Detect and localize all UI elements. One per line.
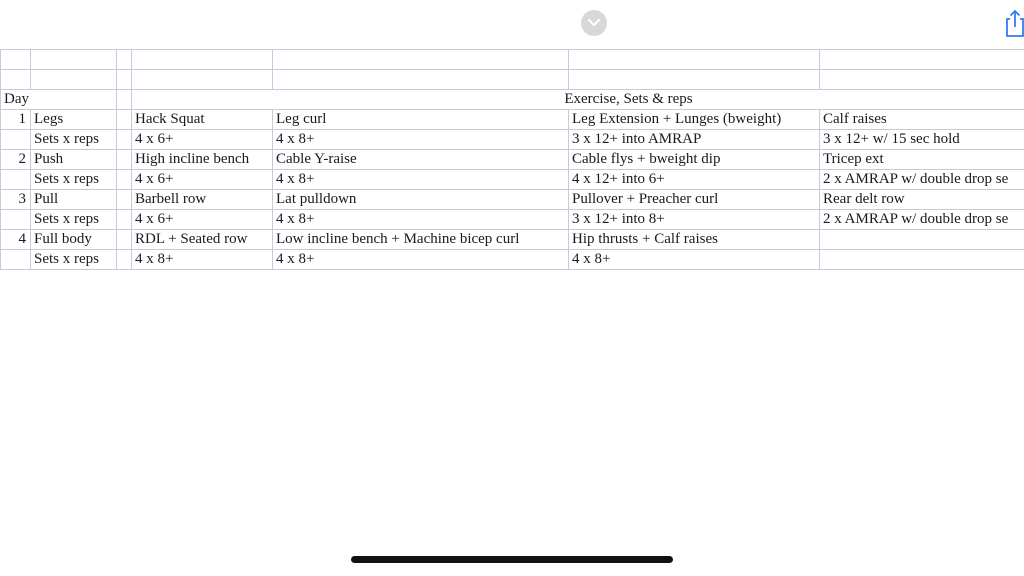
exercise-cell[interactable]: 3 x 12+ into AMRAP <box>569 130 820 150</box>
top-bar <box>0 0 1024 46</box>
exercise-cell[interactable]: Rear delt row <box>820 190 1024 210</box>
cell[interactable] <box>117 150 132 170</box>
collapse-button[interactable] <box>581 10 607 36</box>
spreadsheet <box>0 49 1024 293</box>
exercise-header-cell[interactable]: Exercise, Sets & reps <box>132 90 1024 110</box>
cell[interactable] <box>117 170 132 190</box>
cell[interactable] <box>31 70 117 90</box>
share-button[interactable] <box>1004 8 1024 38</box>
share-icon <box>1004 8 1024 38</box>
cell[interactable] <box>117 70 132 90</box>
table-row <box>1 110 1024 130</box>
day-number-cell[interactable]: 1 <box>1 110 31 130</box>
cell[interactable] <box>1 50 31 70</box>
exercise-cell[interactable]: 4 x 8+ <box>132 250 273 270</box>
day-number-cell[interactable] <box>1 170 31 190</box>
cell[interactable] <box>117 210 132 230</box>
exercise-cell[interactable]: Cable Y-raise <box>273 150 569 170</box>
exercise-cell[interactable]: Tricep ext <box>820 150 1024 170</box>
chevron-down-icon <box>587 18 601 28</box>
exercise-cell[interactable]: Barbell row <box>132 190 273 210</box>
day-number-cell[interactable]: 2 <box>1 150 31 170</box>
exercise-cell[interactable] <box>820 230 1024 250</box>
exercise-cell[interactable]: 4 x 8+ <box>273 130 569 150</box>
table-row <box>1 250 1024 270</box>
exercise-cell[interactable]: 4 x 6+ <box>132 210 273 230</box>
exercise-cell[interactable]: 4 x 6+ <box>132 170 273 190</box>
empty-row <box>1 50 1024 70</box>
exercise-cell[interactable]: RDL + Seated row <box>132 230 273 250</box>
exercise-cell[interactable]: 4 x 8+ <box>273 210 569 230</box>
exercise-cell[interactable]: 3 x 12+ into 8+ <box>569 210 820 230</box>
cell[interactable] <box>569 50 820 70</box>
exercise-cell[interactable]: Hack Squat <box>132 110 273 130</box>
day-number-cell[interactable] <box>1 130 31 150</box>
cell[interactable] <box>820 50 1024 70</box>
exercise-cell[interactable]: 4 x 8+ <box>273 250 569 270</box>
table-row <box>1 170 1024 190</box>
cell[interactable] <box>273 70 569 90</box>
cell[interactable] <box>117 230 132 250</box>
cell[interactable] <box>117 50 132 70</box>
exercise-cell[interactable]: Low incline bench + Machine bicep curl <box>273 230 569 250</box>
day-label-cell[interactable]: Full body <box>31 230 117 250</box>
day-label-cell[interactable]: Pull <box>31 190 117 210</box>
exercise-cell[interactable]: 4 x 6+ <box>132 130 273 150</box>
exercise-cell[interactable]: 3 x 12+ w/ 15 sec hold <box>820 130 1024 150</box>
exercise-cell[interactable]: Hip thrusts + Calf raises <box>569 230 820 250</box>
day-label-cell[interactable]: Sets x reps <box>31 250 117 270</box>
cell[interactable] <box>1 70 31 90</box>
cell[interactable] <box>117 90 132 110</box>
cell[interactable] <box>117 250 132 270</box>
cell[interactable] <box>132 50 273 70</box>
cell[interactable] <box>117 130 132 150</box>
home-indicator <box>351 556 673 563</box>
cell[interactable] <box>569 70 820 90</box>
cell[interactable] <box>117 190 132 210</box>
exercise-cell[interactable]: 4 x 8+ <box>569 250 820 270</box>
day-label-cell[interactable]: Push <box>31 150 117 170</box>
empty-row <box>1 70 1024 90</box>
header-row <box>1 90 1024 110</box>
cell[interactable] <box>117 110 132 130</box>
cell[interactable] <box>820 70 1024 90</box>
day-header-cell[interactable]: Day <box>1 90 117 110</box>
exercise-cell[interactable]: Leg Extension + Lunges (bweight) <box>569 110 820 130</box>
table-row <box>1 230 1024 250</box>
exercise-cell[interactable]: Cable flys + bweight dip <box>569 150 820 170</box>
day-label-cell[interactable]: Sets x reps <box>31 170 117 190</box>
day-label-cell[interactable]: Sets x reps <box>31 210 117 230</box>
cell[interactable] <box>273 50 569 70</box>
exercise-cell[interactable]: Lat pulldown <box>273 190 569 210</box>
cell[interactable] <box>132 70 273 90</box>
exercise-cell[interactable]: 4 x 8+ <box>273 170 569 190</box>
exercise-cell[interactable]: Pullover + Preacher curl <box>569 190 820 210</box>
exercise-cell[interactable] <box>820 250 1024 270</box>
exercise-cell[interactable]: Leg curl <box>273 110 569 130</box>
exercise-cell[interactable]: 4 x 12+ into 6+ <box>569 170 820 190</box>
day-number-cell[interactable]: 3 <box>1 190 31 210</box>
exercise-cell[interactable]: High incline bench <box>132 150 273 170</box>
exercise-cell[interactable]: Calf raises <box>820 110 1024 130</box>
table-row <box>1 210 1024 230</box>
day-number-cell[interactable] <box>1 250 31 270</box>
table-row <box>1 150 1024 170</box>
workout-table <box>0 49 1024 270</box>
exercise-cell[interactable]: 2 x AMRAP w/ double drop se <box>820 210 1024 230</box>
day-number-cell[interactable] <box>1 210 31 230</box>
table-row <box>1 130 1024 150</box>
exercise-cell[interactable]: 2 x AMRAP w/ double drop se <box>820 170 1024 190</box>
table-row <box>1 190 1024 210</box>
cell[interactable] <box>31 50 117 70</box>
day-label-cell[interactable]: Sets x reps <box>31 130 117 150</box>
day-label-cell[interactable]: Legs <box>31 110 117 130</box>
day-number-cell[interactable]: 4 <box>1 230 31 250</box>
